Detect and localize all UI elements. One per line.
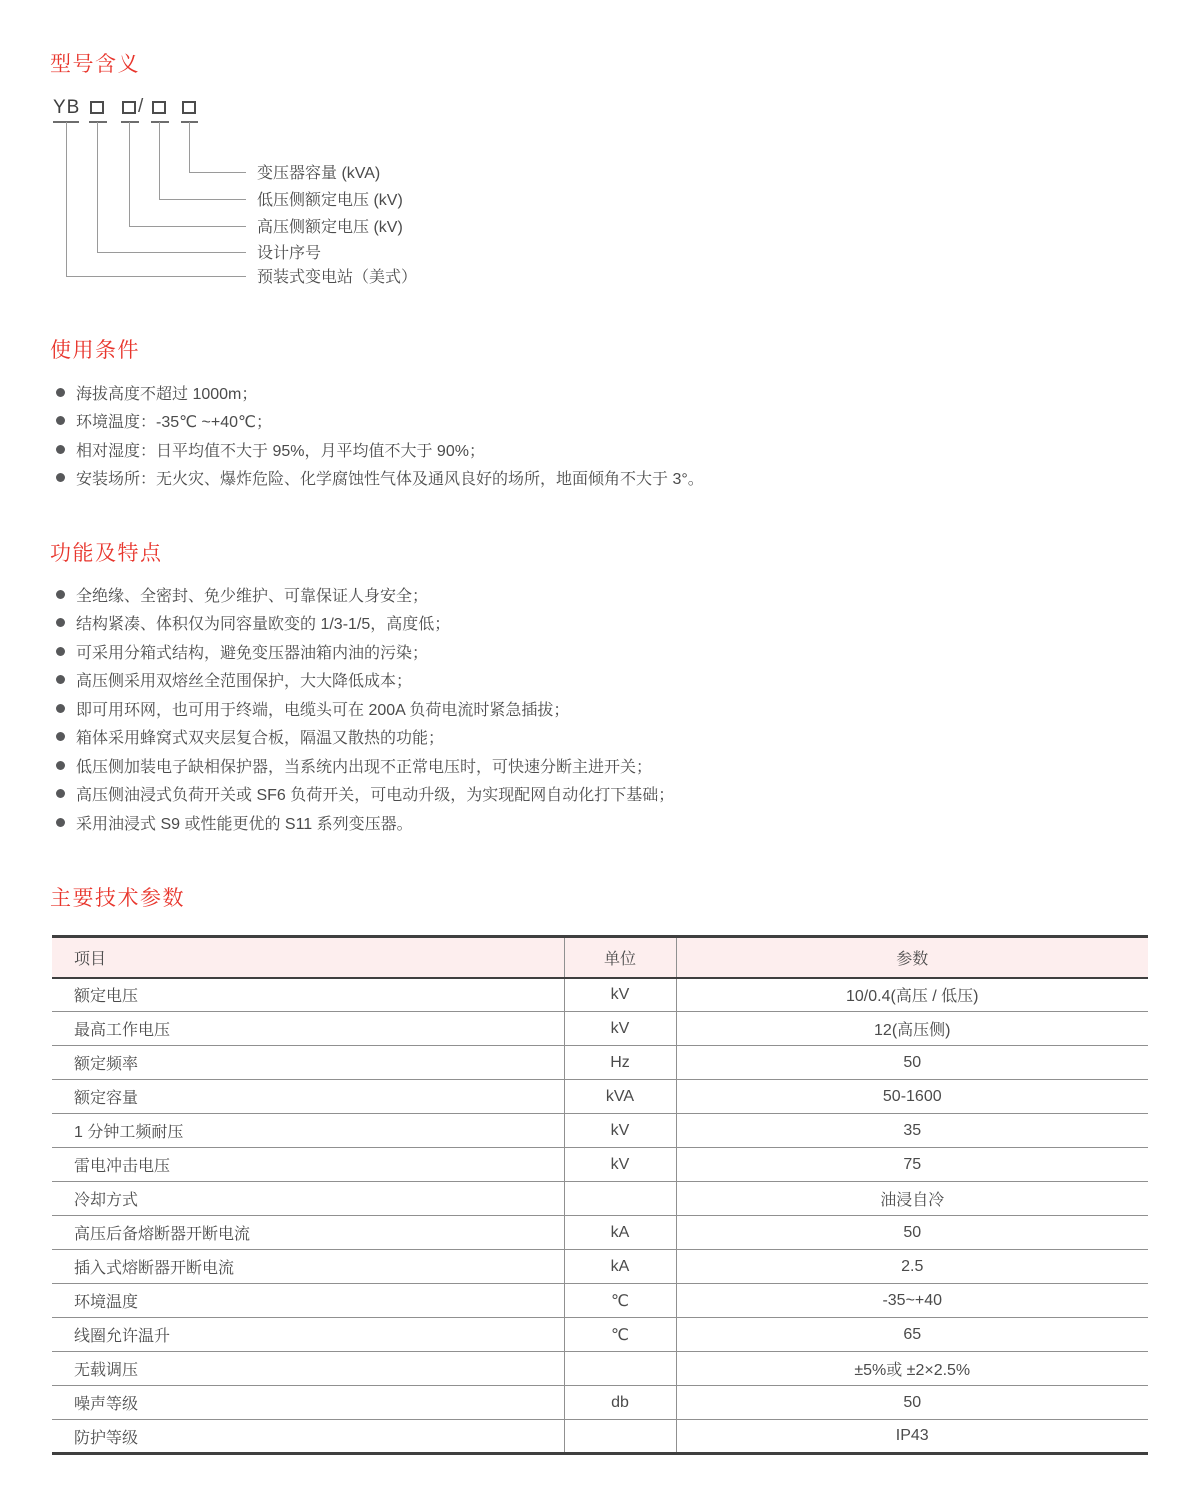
- bullet-icon: [56, 388, 65, 397]
- section-title-usage-conditions: 使用条件: [50, 339, 140, 362]
- param-value: 75: [676, 1148, 1148, 1182]
- list-item-text: 即可用环网，也可用于终端，电缆头可在 200A 负荷电流时紧急插拔；: [76, 701, 570, 719]
- param-name: 噪声等级: [52, 1386, 564, 1420]
- param-unit: db: [564, 1386, 676, 1420]
- param-value: 35: [676, 1114, 1148, 1148]
- bullet-icon: [56, 704, 65, 713]
- list-item-text: 结构紧凑、体积仅为同容量欧变的 1/3-1/5，高度低；: [76, 616, 451, 634]
- param-name: 冷却方式: [52, 1182, 564, 1216]
- list-item: [56, 637, 1150, 666]
- param-unit: ℃: [564, 1318, 676, 1352]
- param-unit: ℃: [564, 1284, 676, 1318]
- table-row: [52, 1046, 1148, 1080]
- param-value: ±5%或 ±2×2.5%: [676, 1352, 1148, 1386]
- param-name: 1 分钟工频耐压: [52, 1114, 564, 1148]
- list-item-text: 箱体采用蜂窝式双夹层复合板，隔温又散热的功能；: [76, 730, 445, 748]
- param-name: 最高工作电压: [52, 1012, 564, 1046]
- column-header-unit: 单位: [564, 937, 676, 978]
- list-item: [56, 407, 1150, 436]
- table-row: [52, 978, 1148, 1012]
- model-code-box-4: [182, 101, 196, 114]
- table-row: [52, 1386, 1148, 1420]
- param-value: IP43: [676, 1420, 1148, 1454]
- usage-conditions-list: [56, 378, 1150, 492]
- bullet-icon: [56, 818, 65, 827]
- param-value: 油浸自冷: [676, 1182, 1148, 1216]
- bullet-icon: [56, 732, 65, 741]
- list-item: [56, 580, 1150, 609]
- list-item: [56, 808, 1150, 837]
- section-title-tech-params: 主要技术参数: [50, 887, 185, 910]
- param-name: 额定电压: [52, 978, 564, 1012]
- model-prefix: YB: [53, 97, 81, 118]
- list-item-text: 全绝缘、全密封、免少维护、可靠保证人身安全；: [76, 587, 429, 605]
- table-row: [52, 1012, 1148, 1046]
- list-item: [56, 780, 1150, 809]
- param-name: 雷电冲击电压: [52, 1148, 564, 1182]
- list-item: [56, 609, 1150, 638]
- list-item-text: 相对湿度：日平均值不大于 95%，月平均值不大于 90%；: [76, 442, 485, 460]
- table-row: [52, 1352, 1148, 1386]
- list-item: [56, 751, 1150, 780]
- param-value: 65: [676, 1318, 1148, 1352]
- param-unit: kV: [564, 1148, 676, 1182]
- bullet-icon: [56, 789, 65, 798]
- param-unit: kV: [564, 978, 676, 1012]
- param-value: 50: [676, 1046, 1148, 1080]
- param-unit: Hz: [564, 1046, 676, 1080]
- table-row: [52, 1080, 1148, 1114]
- param-unit: [564, 1352, 676, 1386]
- model-code-box-2: [122, 101, 136, 114]
- list-item: [56, 723, 1150, 752]
- bullet-icon: [56, 647, 65, 656]
- diagram-label-hv-voltage: 高压侧额定电压 (kV): [257, 219, 403, 236]
- section-title-model-meaning: 型号含义: [50, 53, 140, 76]
- list-item-text: 高压侧油浸式负荷开关或 SF6 负荷开关，可电动升级，为实现配网自动化打下基础；: [76, 787, 675, 805]
- table-row: [52, 1250, 1148, 1284]
- list-item-text: 海拔高度不超过 1000m；: [76, 385, 258, 403]
- model-code-separator: /: [138, 96, 144, 117]
- param-value: -35~+40: [676, 1284, 1148, 1318]
- param-name: 高压后备熔断器开断电流: [52, 1216, 564, 1250]
- param-value: 50: [676, 1216, 1148, 1250]
- param-value: 12(高压侧): [676, 1012, 1148, 1046]
- param-unit: kA: [564, 1216, 676, 1250]
- param-name: 环境温度: [52, 1284, 564, 1318]
- table-row: [52, 1182, 1148, 1216]
- connector-line: [66, 122, 246, 277]
- list-item: [56, 464, 1150, 493]
- table-row: [52, 1420, 1148, 1454]
- param-unit: [564, 1420, 676, 1454]
- list-item-text: 环境温度：-35℃ ~+40℃；: [76, 414, 272, 432]
- param-name: 无载调压: [52, 1352, 564, 1386]
- list-item: [56, 378, 1150, 407]
- diagram-label-capacity: 变压器容量 (kVA): [257, 165, 381, 182]
- list-item: [56, 694, 1150, 723]
- param-name: 防护等级: [52, 1420, 564, 1454]
- column-header-item: 项目: [52, 937, 564, 978]
- param-name: 线圈允许温升: [52, 1318, 564, 1352]
- diagram-label-station-type: 预装式变电站（美式）: [257, 269, 418, 286]
- param-unit: kVA: [564, 1080, 676, 1114]
- section-title-features: 功能及特点: [50, 542, 163, 565]
- bullet-icon: [56, 416, 65, 425]
- param-unit: kV: [564, 1114, 676, 1148]
- param-name: 插入式熔断器开断电流: [52, 1250, 564, 1284]
- table-header-row: [52, 937, 1148, 978]
- param-unit: kA: [564, 1250, 676, 1284]
- model-code-box-1: [90, 101, 104, 114]
- param-name: 额定频率: [52, 1046, 564, 1080]
- table-row: [52, 1318, 1148, 1352]
- param-value: 10/0.4(高压 / 低压): [846, 988, 979, 1006]
- table-row: [52, 1114, 1148, 1148]
- column-header-value: 参数: [676, 937, 1148, 978]
- list-item: [56, 435, 1150, 464]
- param-value: 50: [676, 1386, 1148, 1420]
- features-list: [56, 580, 1150, 837]
- bullet-icon: [56, 618, 65, 627]
- list-item-text: 采用油浸式 S9 或性能更优的 S11 系列变压器。: [76, 815, 413, 833]
- param-value: 50-1600: [676, 1080, 1148, 1114]
- table-row: [52, 1148, 1148, 1182]
- bullet-icon: [56, 761, 65, 770]
- bullet-icon: [56, 590, 65, 599]
- model-code-box-3: [152, 101, 166, 114]
- bullet-icon: [56, 473, 65, 482]
- tech-params-table: [52, 935, 1148, 1455]
- table-row: [52, 1284, 1148, 1318]
- list-item: [56, 666, 1150, 695]
- diagram-label-lv-voltage: 低压侧额定电压 (kV): [257, 192, 403, 209]
- list-item-text: 可采用分箱式结构，避免变压器油箱内油的污染；: [76, 644, 429, 662]
- param-name: 额定容量: [52, 1080, 564, 1114]
- list-item-text: 安装场所：无火灾、爆炸危险、化学腐蚀性气体及通风良好的场所，地面倾角不大于 3°。: [76, 471, 704, 489]
- table-row: [52, 1216, 1148, 1250]
- param-unit: kV: [564, 1012, 676, 1046]
- list-item-text: 高压侧采用双熔丝全范围保护，大大降低成本；: [76, 673, 413, 691]
- diagram-label-design-serial: 设计序号: [257, 245, 322, 262]
- bullet-icon: [56, 675, 65, 684]
- bullet-icon: [56, 445, 65, 454]
- param-value: 2.5: [676, 1250, 1148, 1284]
- param-unit: [564, 1182, 676, 1216]
- model-code-diagram: [50, 96, 610, 306]
- list-item-text: 低压侧加装电子缺相保护器，当系统内出现不正常电压时，可快速分断主进开关；: [76, 758, 653, 776]
